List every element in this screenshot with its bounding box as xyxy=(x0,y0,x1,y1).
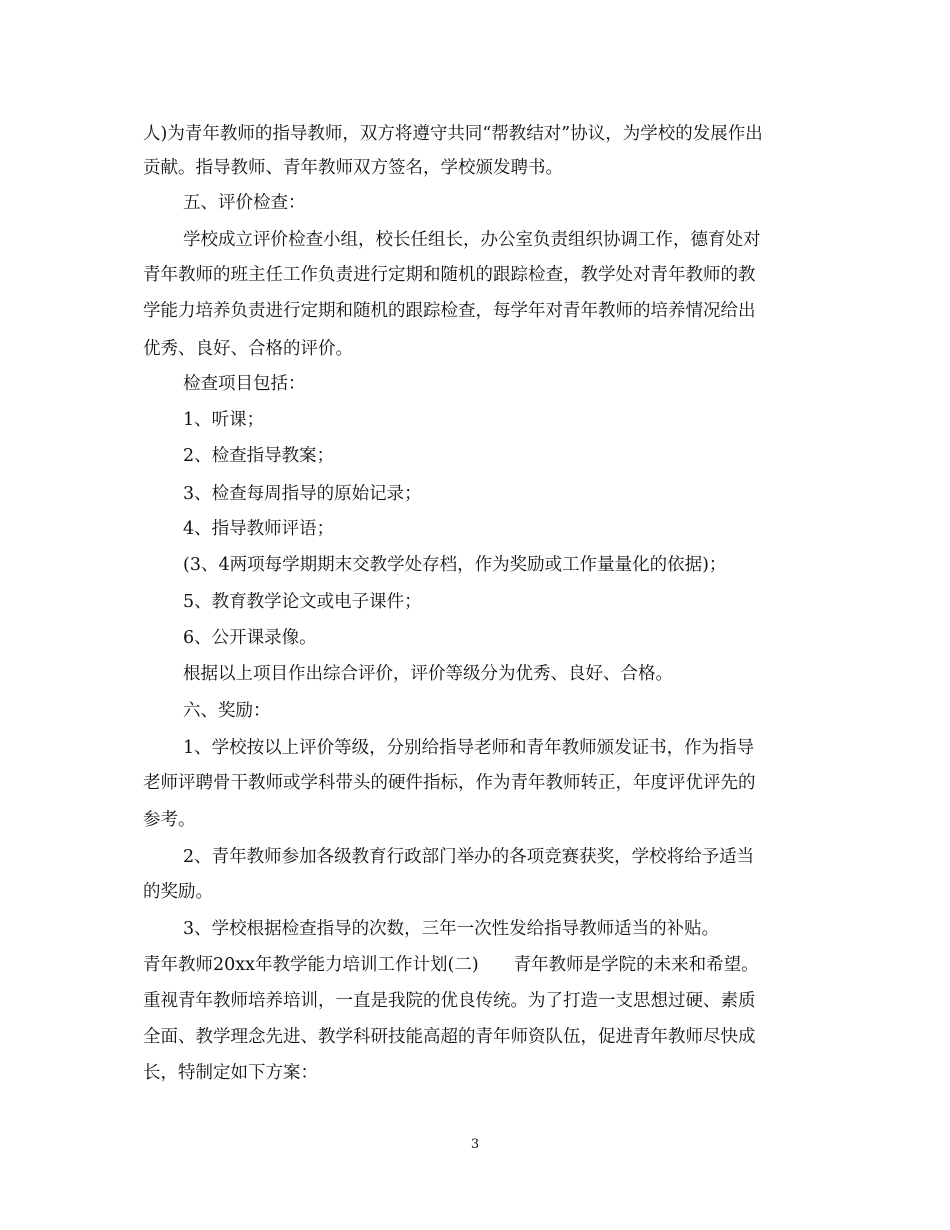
body-text-line: 青年教师20xx年教学能力培训工作计划(二) 青年教师是学院的未来和希望。 xyxy=(143,955,759,975)
body-text-line: 全面、教学理念先进、教学科研技能高超的青年师资队伍，促进青年教师尽快成 xyxy=(143,1027,756,1047)
body-text-line: 重视青年教师培养培训，一直是我院的优良传统。为了打造一支思想过硬、素质 xyxy=(143,991,756,1011)
list-note: (3、4两项每学期期末交教学处存档，作为奖励或工作量量化的依据)； xyxy=(183,555,727,575)
section-heading: 五、评价检查： xyxy=(183,193,306,213)
body-text-line: 根据以上项目作出综合评价，评价等级分为优秀、良好、合格。 xyxy=(183,664,673,684)
list-item: 5、教育教学论文或电子课件； xyxy=(183,592,422,612)
list-item: 3、检查每周指导的原始记录； xyxy=(183,484,422,504)
body-text-line: 参考。 xyxy=(143,810,196,830)
list-item: 1、听课； xyxy=(183,410,265,430)
body-text-line: 1、学校按以上评价等级，分别给指导老师和青年教师颁发证书，作为指导 xyxy=(183,738,755,758)
body-text-line: 3、学校根据检查指导的次数，三年一次性发给指导教师适当的补贴。 xyxy=(183,919,720,939)
list-item: 6、公开课录像。 xyxy=(183,628,317,648)
list-item: 2、检查指导教案； xyxy=(183,446,335,466)
list-item: 4、指导教师评语； xyxy=(183,519,335,539)
body-text-line: 人)为青年教师的指导教师，双方将遵守共同“帮教结对”协议，为学校的发展作出 xyxy=(143,124,763,144)
body-text-line: 学能力培养负责进行定期和随机的跟踪检查，每学年对青年教师的培养情况给出 xyxy=(143,301,756,321)
section-heading: 六、奖励： xyxy=(183,701,271,721)
body-text-line: 优秀、良好、合格的评价。 xyxy=(143,339,353,359)
body-text-line: 检查项目包括： xyxy=(183,374,306,394)
body-text-line: 老师评聘骨干教师或学科带头的硬件指标，作为青年教师转正，年度评优评先的 xyxy=(143,773,756,793)
body-text-line: 的奖励。 xyxy=(143,882,213,902)
body-text-line: 长，特制定如下方案： xyxy=(143,1063,318,1083)
page-number: 3 xyxy=(470,1137,480,1152)
body-text-line: 贡献。指导教师、青年教师双方签名，学校颁发聘书。 xyxy=(143,158,563,178)
body-text-line: 青年教师的班主任工作负责进行定期和随机的跟踪检查，教学处对青年教师的教 xyxy=(143,265,756,285)
body-text-line: 2、青年教师参加各级教育行政部门举办的各项竞赛获奖，学校将给予适当 xyxy=(183,847,755,867)
body-text-line: 学校成立评价检查小组，校长任组长，办公室负责组织协调工作，德育处对 xyxy=(183,230,761,250)
